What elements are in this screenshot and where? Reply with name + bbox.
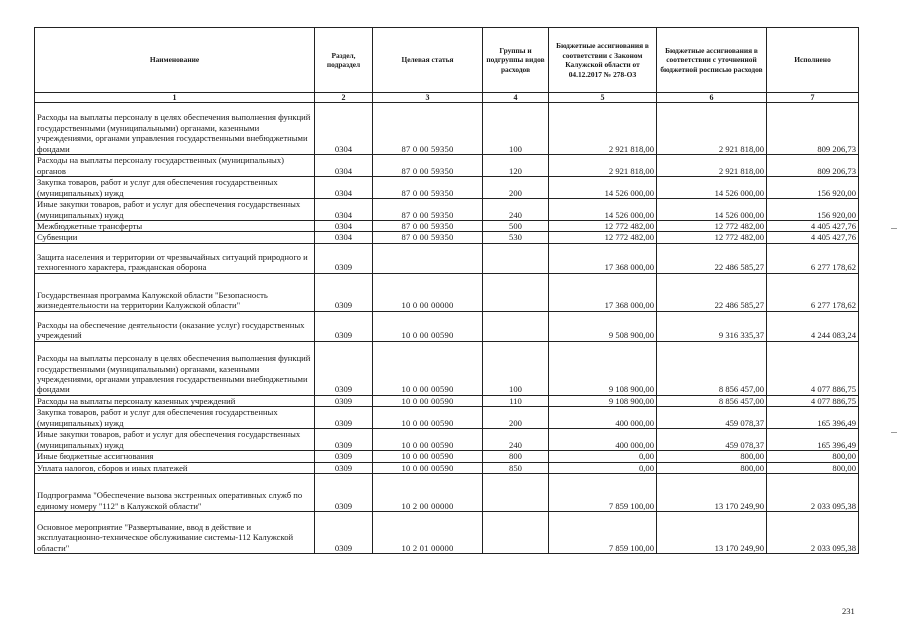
- row-section: 0304: [315, 199, 373, 221]
- row-law-amount: 14 526 000,00: [549, 199, 657, 221]
- row-executed-amount: 156 920,00: [767, 199, 859, 221]
- row-section: 0309: [315, 512, 373, 554]
- row-article: 10 0 00 00590: [373, 407, 483, 429]
- row-section: 0309: [315, 311, 373, 341]
- row-group: 100: [483, 341, 549, 395]
- row-article: 10 0 00 00590: [373, 429, 483, 451]
- row-section: 0309: [315, 462, 373, 473]
- row-article: 87 0 00 59350: [373, 155, 483, 177]
- row-section: 0309: [315, 407, 373, 429]
- row-executed-amount: 4 405 427,76: [767, 232, 859, 243]
- table-row: [35, 232, 859, 243]
- row-law-amount: 0,00: [549, 451, 657, 462]
- row-executed-amount: 809 206,73: [767, 155, 859, 177]
- row-group: [483, 243, 549, 273]
- header-law-allocations: Бюджетные ассигнования в соответствии с Законом Калужской области от 04.12.2017 № 278-ОЗ: [549, 28, 657, 93]
- row-law-amount: 9 108 900,00: [549, 341, 657, 395]
- row-section: 0304: [315, 221, 373, 232]
- row-executed-amount: 2 033 095,38: [767, 512, 859, 554]
- header-name: Наименование: [35, 28, 315, 93]
- column-number: 4: [483, 93, 549, 103]
- row-law-amount: 17 368 000,00: [549, 243, 657, 273]
- header-refined-allocations: Бюджетные ассигнования в соответствии с уточненной бюджетной росписью расходов: [657, 28, 767, 93]
- row-group: 530: [483, 232, 549, 243]
- row-name: Субвенции: [35, 232, 315, 243]
- table-row: [35, 155, 859, 177]
- row-executed-amount: 800,00: [767, 451, 859, 462]
- row-section: 0304: [315, 103, 373, 155]
- row-refined-amount: 800,00: [657, 451, 767, 462]
- row-refined-amount: 13 170 249,90: [657, 512, 767, 554]
- row-law-amount: 7 859 100,00: [549, 474, 657, 512]
- row-article: 10 0 00 00590: [373, 341, 483, 395]
- table-row: [35, 311, 859, 341]
- row-article: 10 0 00 00590: [373, 462, 483, 473]
- row-group: 120: [483, 155, 549, 177]
- row-executed-amount: 4 077 886,75: [767, 341, 859, 395]
- row-article: 10 2 01 00000: [373, 512, 483, 554]
- row-article: 10 0 00 00590: [373, 395, 483, 406]
- row-executed-amount: 4 405 427,76: [767, 221, 859, 232]
- scan-margin-mark: [891, 228, 897, 229]
- table-row: [35, 199, 859, 221]
- row-article: 10 0 00 00590: [373, 311, 483, 341]
- budget-report-sheet: [34, 27, 858, 554]
- row-law-amount: 2 921 818,00: [549, 103, 657, 155]
- row-section: 0309: [315, 474, 373, 512]
- row-law-amount: 14 526 000,00: [549, 177, 657, 199]
- row-law-amount: 400 000,00: [549, 407, 657, 429]
- scan-margin-mark: [891, 432, 897, 433]
- row-executed-amount: 165 396,49: [767, 429, 859, 451]
- column-number: 1: [35, 93, 315, 103]
- row-group: [483, 273, 549, 311]
- row-executed-amount: 800,00: [767, 462, 859, 473]
- row-refined-amount: 14 526 000,00: [657, 199, 767, 221]
- table-row: [35, 462, 859, 473]
- row-section: 0309: [315, 341, 373, 395]
- row-group: 200: [483, 177, 549, 199]
- row-refined-amount: 459 078,37: [657, 407, 767, 429]
- row-refined-amount: 8 856 457,00: [657, 395, 767, 406]
- table-row: [35, 103, 859, 155]
- row-refined-amount: 9 316 335,37: [657, 311, 767, 341]
- row-executed-amount: 2 033 095,38: [767, 474, 859, 512]
- row-name: Расходы на выплаты персоналу в целях обеспечения выполнения функций государственными (муниципальными) органами, казенными учреждениями, органами управления государственными внебюджетными фондами: [35, 103, 315, 155]
- row-law-amount: 12 772 482,00: [549, 232, 657, 243]
- row-executed-amount: 4 077 886,75: [767, 395, 859, 406]
- row-section: 0309: [315, 243, 373, 273]
- row-article: 87 0 00 59350: [373, 221, 483, 232]
- row-article: 87 0 00 59350: [373, 177, 483, 199]
- row-group: 800: [483, 451, 549, 462]
- row-group: 240: [483, 199, 549, 221]
- row-refined-amount: 13 170 249,90: [657, 474, 767, 512]
- row-name: Расходы на выплаты персоналу государственных (муниципальных) органов: [35, 155, 315, 177]
- row-section: 0309: [315, 273, 373, 311]
- row-group: 100: [483, 103, 549, 155]
- row-section: 0309: [315, 429, 373, 451]
- page-number: 231: [842, 606, 855, 616]
- row-article: [373, 243, 483, 273]
- table-row: [35, 341, 859, 395]
- row-law-amount: 12 772 482,00: [549, 221, 657, 232]
- row-name: Закупка товаров, работ и услуг для обеспечения государственных (муниципальных) нужд: [35, 407, 315, 429]
- row-executed-amount: 156 920,00: [767, 177, 859, 199]
- row-name: Межбюджетные трансферты: [35, 221, 315, 232]
- row-article: 87 0 00 59350: [373, 199, 483, 221]
- header-executed: Исполнено: [767, 28, 859, 93]
- row-name: Расходы на выплаты персоналу казенных учреждений: [35, 395, 315, 406]
- header-groups: Группы и подгруппы видов расходов: [483, 28, 549, 93]
- table-row: [35, 474, 859, 512]
- table-row: [35, 177, 859, 199]
- row-law-amount: 0,00: [549, 462, 657, 473]
- row-name: Расходы на выплаты персоналу в целях обеспечения выполнения функций государственными (муниципальными) органами, казенными учреждениями, органами управления государственными внебюджетными фондами: [35, 341, 315, 395]
- row-name: Закупка товаров, работ и услуг для обеспечения государственных (муниципальных) нужд: [35, 177, 315, 199]
- row-section: 0304: [315, 232, 373, 243]
- row-refined-amount: 2 921 818,00: [657, 155, 767, 177]
- row-name: Иные закупки товаров, работ и услуг для обеспечения государственных (муниципальных) нужд: [35, 199, 315, 221]
- table-row: [35, 407, 859, 429]
- row-executed-amount: 6 277 178,62: [767, 243, 859, 273]
- row-section: 0309: [315, 395, 373, 406]
- row-name: Иные закупки товаров, работ и услуг для обеспечения государственных (муниципальных) нужд: [35, 429, 315, 451]
- row-law-amount: 2 921 818,00: [549, 155, 657, 177]
- header-row: [35, 28, 859, 93]
- row-law-amount: 7 859 100,00: [549, 512, 657, 554]
- row-group: 850: [483, 462, 549, 473]
- row-law-amount: 400 000,00: [549, 429, 657, 451]
- row-section: 0309: [315, 451, 373, 462]
- column-number-row: [35, 93, 859, 103]
- table-row: [35, 273, 859, 311]
- row-group: 500: [483, 221, 549, 232]
- row-article: 87 0 00 59350: [373, 232, 483, 243]
- table-row: [35, 221, 859, 232]
- row-group: [483, 512, 549, 554]
- row-name: Расходы на обеспечение деятельности (оказание услуг) государственных учреждений: [35, 311, 315, 341]
- row-group: 110: [483, 395, 549, 406]
- row-refined-amount: 12 772 482,00: [657, 232, 767, 243]
- row-name: Основное мероприятие "Развертывание, ввод в действие и эксплуатационно-техническое обслуживание системы-112 Калужской области": [35, 512, 315, 554]
- row-article: 87 0 00 59350: [373, 103, 483, 155]
- row-law-amount: 17 368 000,00: [549, 273, 657, 311]
- row-article: 10 0 00 00590: [373, 451, 483, 462]
- row-section: 0304: [315, 177, 373, 199]
- table-row: [35, 429, 859, 451]
- row-group: 200: [483, 407, 549, 429]
- row-refined-amount: 22 486 585,27: [657, 273, 767, 311]
- row-executed-amount: 6 277 178,62: [767, 273, 859, 311]
- header-article: Целевая статья: [373, 28, 483, 93]
- row-group: [483, 474, 549, 512]
- row-executed-amount: 165 396,49: [767, 407, 859, 429]
- row-name: Подпрограмма "Обеспечение вызова экстренных оперативных служб по единому номеру "112" в Калужской области": [35, 474, 315, 512]
- column-number: 6: [657, 93, 767, 103]
- column-number: 7: [767, 93, 859, 103]
- row-law-amount: 9 508 900,00: [549, 311, 657, 341]
- table-row: [35, 451, 859, 462]
- row-executed-amount: 4 244 083,24: [767, 311, 859, 341]
- row-name: Иные бюджетные ассигнования: [35, 451, 315, 462]
- row-group: [483, 311, 549, 341]
- row-refined-amount: 8 856 457,00: [657, 341, 767, 395]
- row-article: 10 0 00 00000: [373, 273, 483, 311]
- budget-table: [34, 27, 859, 554]
- column-number: 5: [549, 93, 657, 103]
- row-section: 0304: [315, 155, 373, 177]
- column-number: 3: [373, 93, 483, 103]
- row-refined-amount: 800,00: [657, 462, 767, 473]
- row-refined-amount: 2 921 818,00: [657, 103, 767, 155]
- row-executed-amount: 809 206,73: [767, 103, 859, 155]
- row-refined-amount: 14 526 000,00: [657, 177, 767, 199]
- table-row: [35, 243, 859, 273]
- row-refined-amount: 22 486 585,27: [657, 243, 767, 273]
- row-group: 240: [483, 429, 549, 451]
- row-law-amount: 9 108 900,00: [549, 395, 657, 406]
- table-row: [35, 395, 859, 406]
- row-name: Государственная программа Калужской области "Безопасность жизнедеятельности на территории Калужской области": [35, 273, 315, 311]
- row-name: Уплата налогов, сборов и иных платежей: [35, 462, 315, 473]
- table-row: [35, 512, 859, 554]
- row-name: Защита населения и территории от чрезвычайных ситуаций природного и техногенного характера, гражданская оборона: [35, 243, 315, 273]
- row-refined-amount: 12 772 482,00: [657, 221, 767, 232]
- row-refined-amount: 459 078,37: [657, 429, 767, 451]
- column-number: 2: [315, 93, 373, 103]
- row-article: 10 2 00 00000: [373, 474, 483, 512]
- header-section: Раздел, подраздел: [315, 28, 373, 93]
